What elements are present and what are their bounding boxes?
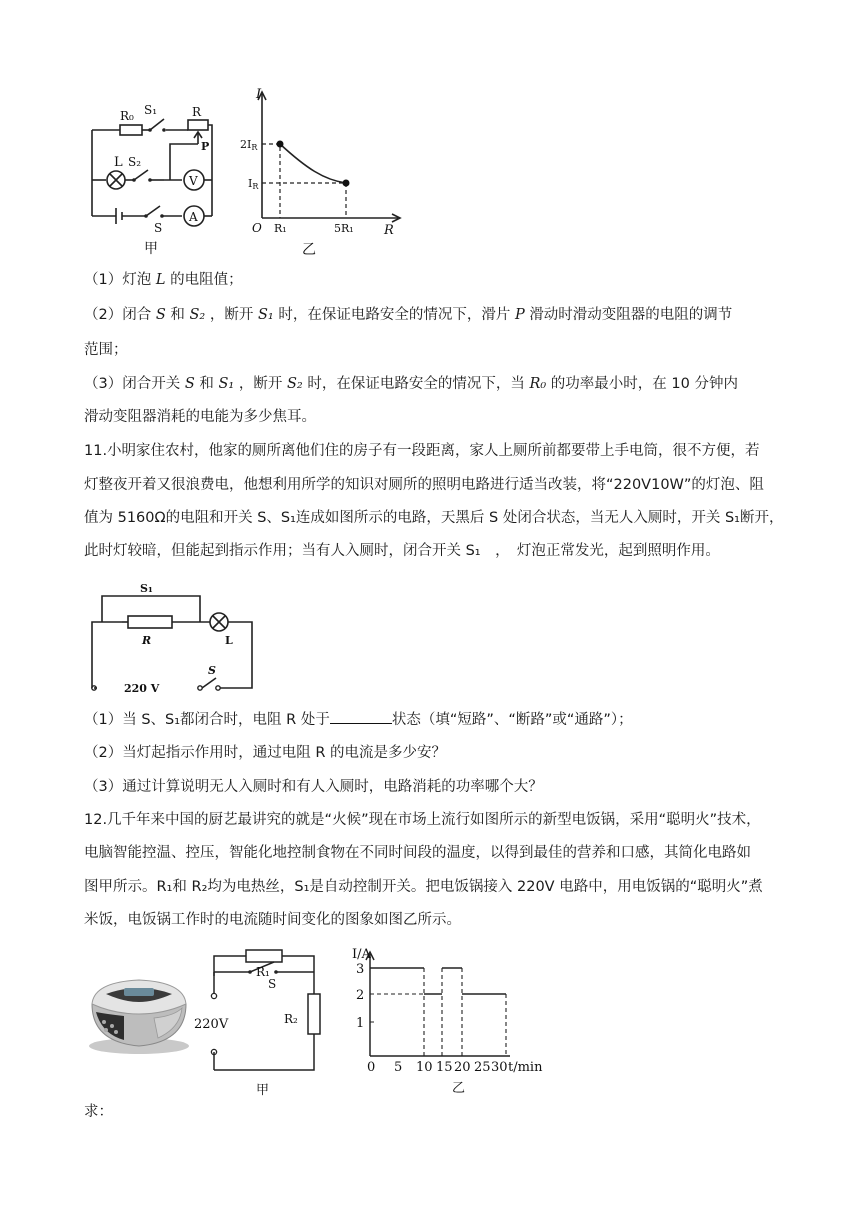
label-p: P — [201, 140, 210, 153]
q12-line3: 图甲所示。R₁和 R₂均为电热丝，S₁是自动控制开关。把电饭锅接入 220V 电路中，用电饭锅的“聪明火”煮 — [84, 879, 763, 895]
circuit-diagram-3 — [192, 944, 332, 1098]
q10-sub1: （1）灯泡 L 的电阻值； — [84, 272, 243, 288]
caption-yi: 乙 — [302, 242, 316, 258]
graph-point-2ir — [277, 141, 284, 148]
q12-line4: 米饭，电饭锅工作时的电流随时间变化的图象如图乙所示。 — [84, 912, 461, 928]
q10-sub2-line2: 范围； — [84, 342, 128, 358]
q10-sub2-line1: （2）闭合 S 和 S₂ ，断开 S₁ 时，在保证电路安全的情况下，滑片 P 滑动时滑动变阻器的电阻的调节 — [84, 307, 733, 323]
tick-2: 2 — [356, 988, 365, 1003]
q11-sub3: （3）通过计算说明无人入厕时和有人入厕时，电路消耗的功率哪个大？ — [84, 779, 543, 795]
graph-y-label: I — [256, 87, 262, 102]
label-r1: R₁ — [256, 965, 270, 979]
figure-graph-yi — [236, 86, 406, 258]
graph-point-ir — [343, 180, 350, 187]
figure-q11-circuit — [84, 570, 264, 700]
graph-x-label: R — [384, 223, 394, 238]
xtick-5: 5 — [394, 1060, 403, 1075]
tick-2ir: 2IR — [240, 138, 258, 152]
q11-line2: 灯整夜开着又很浪费电，他想利用所学的知识对厕所的照明电路进行适当改装，将“220V10W”的灯泡、阻 — [84, 477, 764, 493]
xtick-10: 10 — [416, 1060, 433, 1075]
label-a: A — [189, 210, 198, 224]
q11-sub1: （1）当 S、S₁都闭合时，电阻 R 处于 状态（填“短路”、“断路”或“通路”）； — [84, 709, 784, 730]
q12-line1: 12.几千年来中国的厨艺最讲究的就是“火候”现在市场上流行如图所示的新型电饭锅，采用“聪明火”技术， — [84, 812, 761, 828]
q11-line1: 11.小明家住农村，他家的厕所离他们住的房子有一段距离，家人上厕所前都要带上手电筒，很不方便，若 — [84, 443, 760, 459]
answer-blank[interactable] — [330, 709, 392, 724]
label-220v: 220V — [194, 1017, 229, 1032]
label-s: S — [208, 664, 216, 677]
figure-q12-graph — [350, 940, 556, 1096]
label-s1: S₁ — [144, 103, 158, 117]
q10-sub3-line2: 滑动变阻器消耗的电能为多少焦耳。 — [84, 409, 316, 425]
figure-q12-circuit — [192, 944, 332, 1098]
xtick-0: 0 — [367, 1060, 376, 1075]
label-s1: S₁ — [140, 582, 153, 595]
q10-sub3-line1: （3）闭合开关 S 和 S₁ ，断开 S₂ 时，在保证电路安全的情况下，当 R₀ 的功率最小时，在 10 分钟内 — [84, 376, 738, 392]
circuit-diagram-2 — [84, 570, 264, 700]
tick-1: 1 — [356, 1016, 365, 1031]
q11-line3: 值为 5160Ω的电阻和开关 S、S₁连成如图所示的电路，天黑后 S 处闭合状态，当无人入厕时，开关 S₁断开， — [84, 510, 784, 526]
tick-3: 3 — [356, 962, 365, 977]
q12-ask: 求： — [84, 1104, 113, 1120]
label-l: L — [225, 634, 233, 647]
circuit-diagram-1 — [84, 86, 224, 256]
i-r-graph — [236, 86, 406, 258]
label-s: S — [154, 221, 163, 235]
q12-line2: 电脑智能控温、控压，智能化地控制食物在不同时间段的温度，以得到最佳的营养和口感，其简化电路如 — [84, 845, 751, 861]
tick-ir: IR — [248, 177, 259, 191]
rice-cooker-icon — [84, 972, 194, 1056]
xtick-25: 25 — [474, 1060, 491, 1075]
caption-jia-2: 甲 — [256, 1083, 270, 1098]
tick-r1: R₁ — [274, 222, 287, 235]
q11-line4: 此时灯较暗，但能起到指示作用；当有人入厕时，闭合开关 S₁ ， 灯泡正常发光，起到照明作用。 — [84, 543, 720, 559]
label-r: R — [192, 105, 202, 119]
label-l: L — [114, 155, 123, 170]
xtick-20: 20 — [454, 1060, 471, 1075]
tick-5r1: 5R₁ — [334, 222, 354, 235]
graph-origin: O — [252, 221, 262, 235]
label-r: R — [142, 634, 152, 647]
caption-yi-2: 乙 — [452, 1081, 466, 1096]
label-s: S — [268, 977, 277, 991]
xtick-30: 30 — [491, 1060, 508, 1075]
graph-x-label: t/min — [508, 1060, 543, 1075]
label-v: V — [189, 174, 198, 188]
current-time-graph — [350, 940, 556, 1096]
label-r2: R₂ — [284, 1012, 298, 1026]
graph-y-label: I/A — [352, 947, 371, 962]
label-r0: R₀ — [120, 109, 134, 123]
xtick-15: 15 — [436, 1060, 453, 1075]
caption-jia: 甲 — [144, 241, 158, 256]
figure-circuit-jia — [84, 86, 224, 256]
rice-cooker-image — [84, 972, 194, 1056]
label-220v: 220 V — [124, 682, 160, 695]
label-s2: S₂ — [128, 155, 142, 169]
q11-sub2: （2）当灯起指示作用时，通过电阻 R 的电流是多少安？ — [84, 745, 447, 761]
